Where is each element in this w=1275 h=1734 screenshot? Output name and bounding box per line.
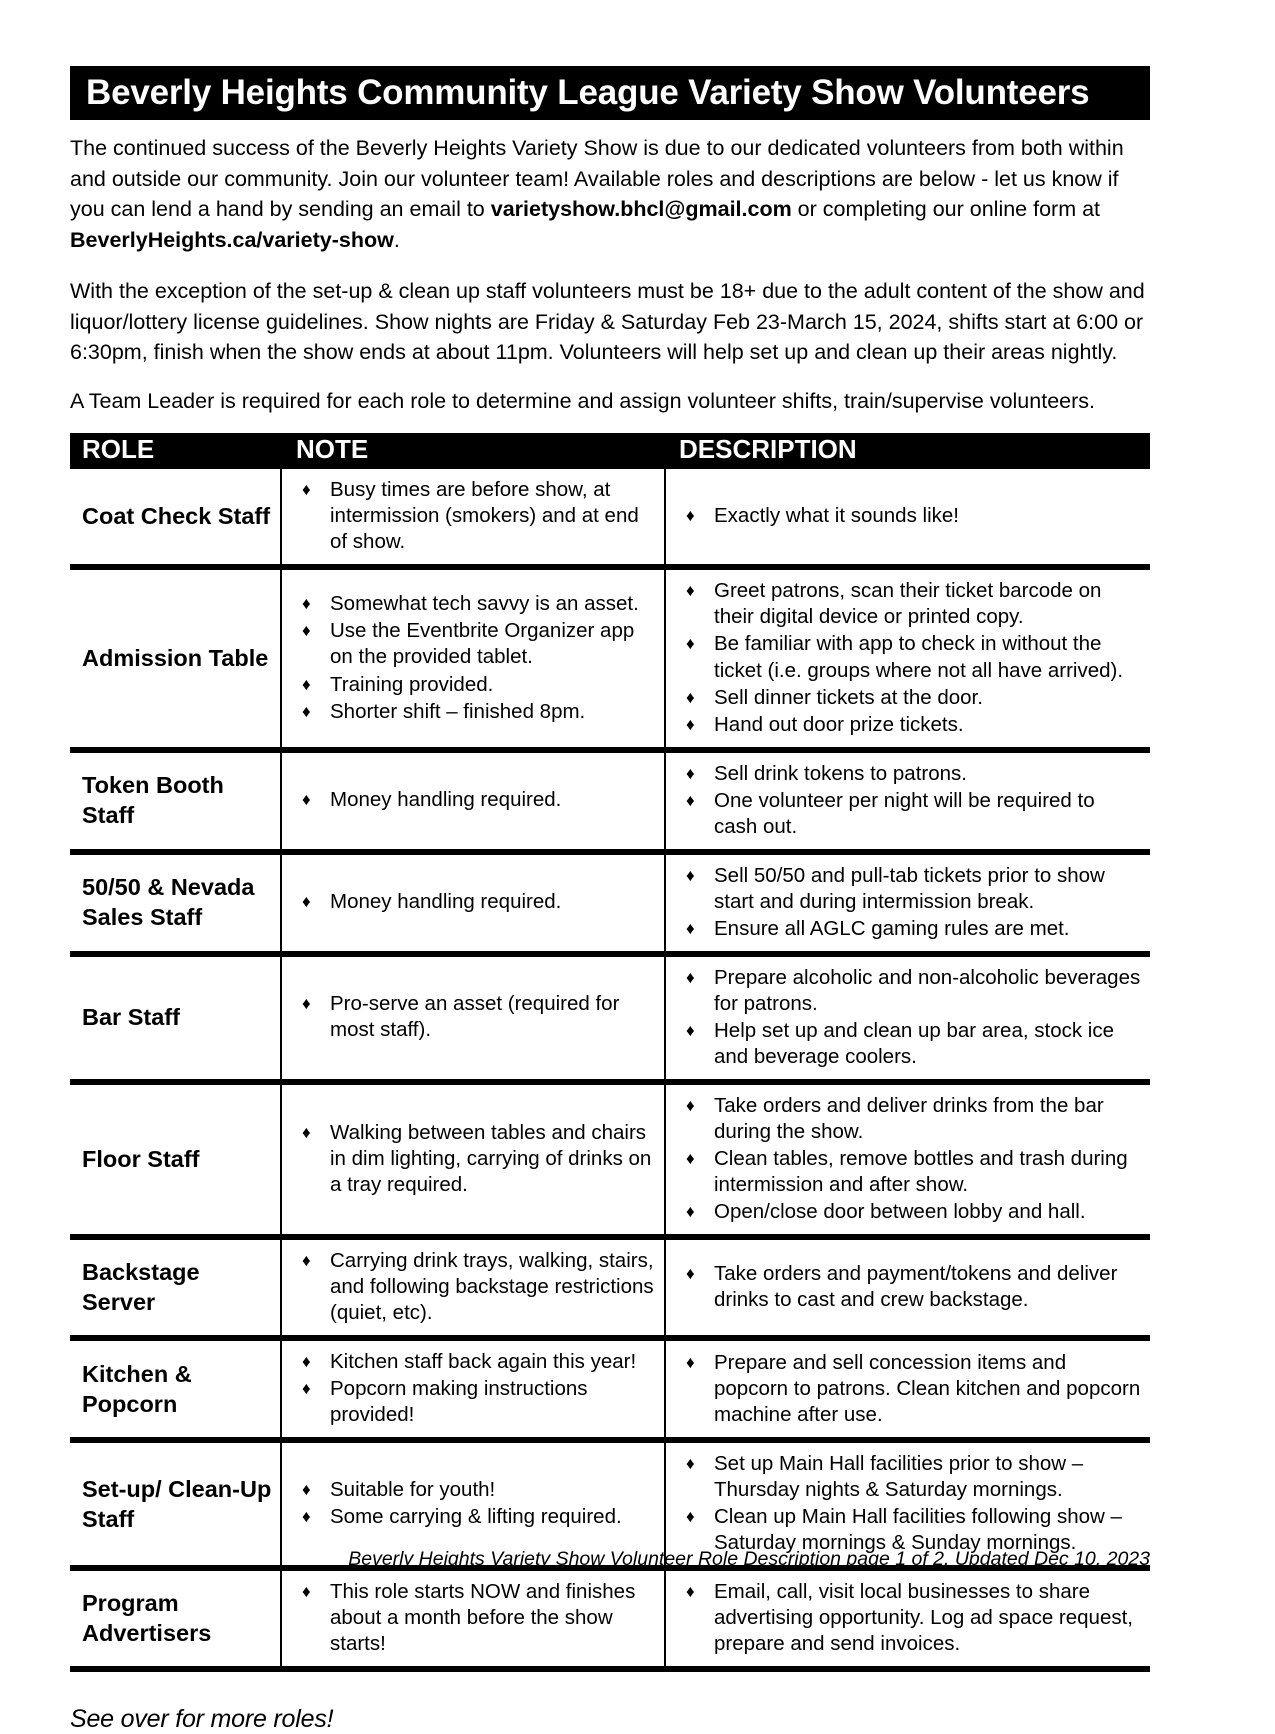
list-item-text: Somewhat tech savvy is an asset. [330, 592, 639, 616]
list-item [296, 618, 656, 670]
list-item-text: One volunteer per night will be required to cash out. [714, 788, 1095, 838]
cell-note [281, 750, 665, 852]
list-item [680, 712, 1142, 738]
list-item-text: Ensure all AGLC gaming rules are met. [714, 916, 1070, 940]
list-item [680, 1018, 1142, 1070]
diamond-bullet-icon: ♦ [686, 1352, 695, 1372]
list-item [680, 1093, 1142, 1145]
diamond-bullet-icon: ♦ [302, 594, 311, 614]
list-item-text: Some carrying & lifting required. [330, 1505, 622, 1529]
diamond-bullet-icon: ♦ [686, 1020, 695, 1040]
contact-email: varietyshow.bhcl@gmail.com [490, 197, 792, 222]
intro-paragraph-1-text-a: The continued success of the Beverly Heights Variety Show is due to our dedicated volunteers from both within and outside our community. Join our volunteer team! Available roles and descriptions are below - let us know if you can lend a hand by sending an email to [70, 136, 1124, 222]
cell-note [281, 1338, 665, 1440]
list-item [680, 965, 1142, 1017]
table-row [70, 1338, 1150, 1440]
list-item [680, 631, 1142, 683]
cell-description [665, 1082, 1150, 1237]
list-item [296, 699, 656, 725]
cell-role: 50/50 & Nevada Sales Staff [70, 852, 281, 954]
table-row [70, 1568, 1150, 1669]
list-item-text: Busy times are before show, at intermission (smokers) and at end of show. [330, 478, 639, 554]
diamond-bullet-icon: ♦ [686, 1148, 695, 1168]
diamond-bullet-icon: ♦ [302, 1251, 311, 1271]
note-bullet-list [296, 591, 656, 724]
list-item [680, 1579, 1142, 1657]
cell-note [281, 852, 665, 954]
cell-description [665, 852, 1150, 954]
description-bullet-list [680, 761, 1142, 840]
intro-paragraph-1-text-b: or completing our online form at [791, 197, 1101, 222]
volunteer-roles-table [70, 433, 1150, 1672]
description-bullet-list [680, 1579, 1142, 1657]
cell-role: Program Advertisers [70, 1568, 281, 1669]
diamond-bullet-icon: ♦ [302, 480, 311, 500]
list-item-text: Sell drink tokens to patrons. [714, 761, 967, 785]
list-item-text: Hand out door prize tickets. [714, 712, 964, 736]
list-item-text: Exactly what it sounds like! [714, 504, 959, 528]
note-bullet-list [296, 1349, 656, 1428]
list-item-text: Prepare alcoholic and non-alcoholic beverages for patrons. [714, 965, 1141, 1015]
list-item-text: Help set up and clean up bar area, stock ice and beverage coolers. [714, 1018, 1114, 1068]
diamond-bullet-icon: ♦ [302, 1379, 311, 1399]
cell-note [281, 567, 665, 749]
list-item-text: Prepare and sell concession items and popcorn to patrons. Clean kitchen and popcorn machine after use. [714, 1350, 1141, 1426]
cell-note [281, 1237, 665, 1338]
diamond-bullet-icon: ♦ [686, 967, 695, 987]
diamond-bullet-icon: ♦ [302, 621, 311, 641]
list-item [680, 761, 1142, 787]
note-bullet-list [296, 1120, 656, 1198]
description-bullet-list [680, 863, 1142, 942]
diamond-bullet-icon: ♦ [302, 674, 311, 694]
intro-paragraph-3: A Team Leader is required for each role to determine and assign volunteer shifts, train/supervise volunteers. [70, 388, 1095, 413]
diamond-bullet-icon: ♦ [302, 1122, 311, 1142]
list-item [296, 1248, 656, 1326]
note-bullet-list [296, 477, 656, 555]
list-item-text: Kitchen staff back again this year! [330, 1350, 637, 1374]
diamond-bullet-icon: ♦ [302, 1480, 311, 1500]
list-item [680, 916, 1142, 942]
diamond-bullet-icon: ♦ [686, 506, 695, 526]
list-item [680, 685, 1142, 711]
cell-note [281, 469, 665, 567]
page-title: Beverly Heights Community League Variety Show Volunteers [70, 66, 1150, 120]
list-item-text: Sell 50/50 and pull-tab tickets prior to show start and during intermission break. [714, 863, 1105, 913]
list-item-text: Email, call, visit local businesses to share advertising opportunity. Log ad space request, prepare and send invoices. [714, 1580, 1133, 1656]
cell-description [665, 567, 1150, 749]
list-item-text: Money handling required. [330, 890, 562, 914]
list-item-text: Clean up Main Hall facilities following show – Saturday mornings & Sunday mornings. [714, 1505, 1122, 1555]
list-item-text: Pro-serve an asset (required for most staff). [330, 992, 620, 1042]
diamond-bullet-icon: ♦ [686, 1507, 695, 1527]
list-item [296, 1349, 656, 1375]
table-row [70, 1237, 1150, 1338]
list-item-text: Suitable for youth! [330, 1478, 496, 1502]
list-item-text: Greet patrons, scan their ticket barcode on their digital device or printed copy. [714, 579, 1102, 629]
intro-paragraph-1-text-c: . [393, 227, 400, 252]
cell-role: Coat Check Staff [82, 503, 271, 530]
table-bottom-rule [70, 1669, 1150, 1672]
table-row [70, 750, 1150, 852]
table-body [70, 469, 1150, 1672]
diamond-bullet-icon: ♦ [686, 790, 695, 810]
diamond-bullet-icon: ♦ [686, 1454, 695, 1474]
description-bullet-list [680, 1093, 1142, 1225]
list-item-text: Training provided. [330, 672, 494, 696]
list-item-text: Set up Main Hall facilities prior to show – Thursday nights & Saturday mornings. [714, 1452, 1084, 1502]
intro-section [70, 133, 1150, 416]
list-item [680, 863, 1142, 915]
column-header-note: NOTE [281, 433, 665, 469]
list-item-text: Use the Eventbrite Organizer app on the provided tablet. [330, 619, 635, 669]
list-item-text: Shorter shift – finished 8pm. [330, 699, 586, 723]
list-item-text: Open/close door between lobby and hall. [714, 1200, 1086, 1224]
cell-description [665, 750, 1150, 852]
cell-description [665, 469, 1150, 567]
table-bottom-rule-cell [70, 1669, 1150, 1672]
cell-role: Bar Staff [70, 954, 281, 1082]
list-item [680, 1199, 1142, 1225]
cell-note [281, 1082, 665, 1237]
see-over-note: See over for more roles! [70, 1705, 334, 1734]
table-row [70, 469, 1150, 567]
intro-paragraph-1 [70, 133, 1150, 255]
column-header-role: ROLE [70, 433, 281, 469]
diamond-bullet-icon: ♦ [302, 790, 311, 810]
list-item-text: Walking between tables and chairs in dim lighting, carrying of drinks on a tray required. [330, 1120, 652, 1196]
page-footer: Beverly Heights Variety Show Volunteer Role Description page 1 of 2. Updated Dec 10, 2023 [348, 1548, 1150, 1570]
description-bullet-list [680, 1350, 1142, 1428]
table-row [70, 567, 1150, 749]
diamond-bullet-icon: ♦ [302, 701, 311, 721]
list-item [296, 1477, 656, 1503]
diamond-bullet-icon: ♦ [686, 1582, 695, 1602]
list-item-text: Take orders and payment/tokens and deliver drinks to cast and crew backstage. [714, 1262, 1118, 1312]
column-header-description: DESCRIPTION [665, 433, 1150, 469]
diamond-bullet-icon: ♦ [686, 1264, 695, 1284]
list-item [680, 788, 1142, 840]
list-item [680, 1350, 1142, 1428]
list-item-text: Sell dinner tickets at the door. [714, 685, 983, 709]
description-bullet-list [680, 1451, 1142, 1556]
diamond-bullet-icon: ♦ [302, 994, 311, 1014]
list-item [296, 787, 656, 813]
diamond-bullet-icon: ♦ [302, 892, 311, 912]
cell-note [281, 954, 665, 1082]
cell-role: Set-up/ Clean-Up Staff [70, 1440, 281, 1568]
cell-description [665, 1338, 1150, 1440]
cell-description [665, 954, 1150, 1082]
note-bullet-list [296, 991, 656, 1043]
list-item [680, 1146, 1142, 1198]
description-bullet-list [680, 578, 1142, 737]
diamond-bullet-icon: ♦ [686, 865, 695, 885]
list-item [680, 1451, 1142, 1503]
list-item [296, 889, 656, 915]
list-item-text: This role starts NOW and finishes about a month before the show starts! [330, 1580, 636, 1656]
note-bullet-list [296, 889, 656, 915]
list-item [296, 672, 656, 698]
table-row [70, 954, 1150, 1082]
table-row [70, 852, 1150, 954]
cell-role: Admission Table [70, 567, 281, 749]
diamond-bullet-icon: ♦ [686, 1095, 695, 1115]
note-bullet-list [296, 1579, 656, 1657]
list-item [680, 578, 1142, 630]
list-item [680, 503, 1142, 529]
cell-description [665, 1237, 1150, 1338]
list-item [296, 591, 656, 617]
list-item [296, 991, 656, 1043]
diamond-bullet-icon: ♦ [302, 1582, 311, 1602]
list-item-text: Popcorn making instructions provided! [330, 1377, 588, 1427]
diamond-bullet-icon: ♦ [686, 634, 695, 654]
diamond-bullet-icon: ♦ [302, 1507, 311, 1527]
note-bullet-list [296, 1477, 656, 1530]
list-item [680, 1261, 1142, 1313]
diamond-bullet-icon: ♦ [686, 581, 695, 601]
diamond-bullet-icon: ♦ [686, 763, 695, 783]
table-row [70, 1082, 1150, 1237]
description-bullet-list [680, 503, 1142, 529]
description-bullet-list [680, 1261, 1142, 1313]
intro-paragraph-2: With the exception of the set-up & clean up staff volunteers must be 18+ due to the adult content of the show and liquor/lottery license guidelines. Show nights are Friday & Saturday Feb 23-March 15, 2024, shifts start at 6:00 or 6:30pm, finish when the show ends at about 11pm. Volunteers will help set up and clean up their areas nightly. [70, 279, 1145, 365]
list-item-text: Take orders and deliver drinks from the bar during the show. [714, 1093, 1104, 1143]
diamond-bullet-icon: ♦ [686, 687, 695, 707]
cell-description [665, 1568, 1150, 1669]
note-bullet-list [296, 787, 656, 813]
diamond-bullet-icon: ♦ [686, 1202, 695, 1222]
list-item [296, 477, 656, 555]
list-item-text: Carrying drink trays, walking, stairs, and following backstage restrictions (quiet, etc). [330, 1249, 654, 1325]
signup-website: BeverlyHeights.ca/variety-show [70, 227, 394, 252]
diamond-bullet-icon: ♦ [302, 1352, 311, 1372]
note-bullet-list [296, 1248, 656, 1326]
list-item-text: Money handling required. [330, 788, 562, 812]
cell-role: Kitchen & Popcorn [70, 1338, 281, 1440]
diamond-bullet-icon: ♦ [686, 918, 695, 938]
cell-note [281, 1568, 665, 1669]
cell-role: Backstage Server [70, 1237, 281, 1338]
cell-role: Floor Staff [70, 1082, 281, 1237]
list-item-text: Clean tables, remove bottles and trash during intermission and after show. [714, 1146, 1128, 1196]
list-item-text: Be familiar with app to check in without the ticket (i.e. groups where not all have arrived). [714, 632, 1124, 682]
list-item [296, 1504, 656, 1530]
list-item [296, 1579, 656, 1657]
list-item [296, 1376, 656, 1428]
cell-role: Token Booth Staff [70, 750, 281, 852]
list-item [296, 1120, 656, 1198]
description-bullet-list [680, 965, 1142, 1070]
diamond-bullet-icon: ♦ [686, 714, 695, 734]
table-header-row [70, 433, 1150, 469]
table-header [70, 433, 1150, 469]
document-content [70, 66, 1150, 1734]
